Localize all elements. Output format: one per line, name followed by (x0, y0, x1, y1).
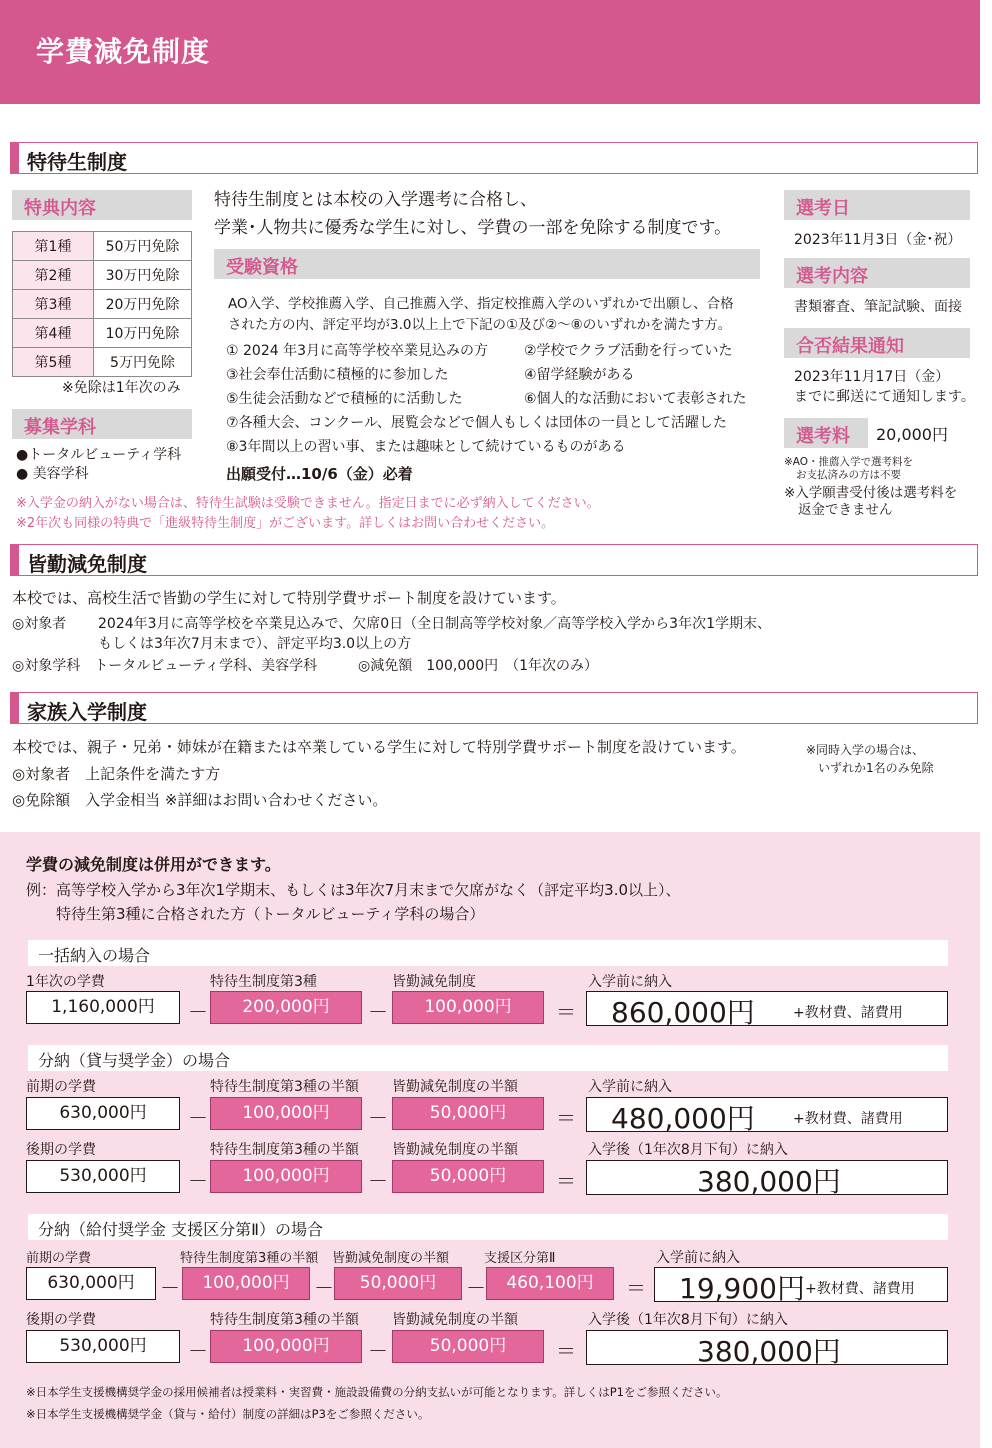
fee-note: ※AO・推薦入学で選考料を (784, 456, 914, 468)
rank-cell: 第1種 (13, 232, 94, 261)
equals-sign: ＝ (556, 1169, 576, 1193)
amount-cell: 30万円免除 (94, 261, 192, 290)
tuition-label: 前期の学費 (26, 1079, 96, 1095)
condition-item: ④留学経験がある (524, 367, 635, 383)
attendance-value: 50,000円 (392, 1330, 544, 1363)
page-banner (0, 0, 980, 104)
condition-item: ②学校でクラブ活動を行っていた (524, 343, 733, 359)
scholar-label: 特待生制度第3種の半額 (210, 1142, 359, 1158)
tuition-value: 1,160,000円 (26, 991, 180, 1024)
minus-sign: － (368, 1000, 388, 1024)
minus-sign: － (188, 1339, 208, 1363)
scholar-label: 特待生制度第3種の半額 (180, 1251, 319, 1266)
kazoku-target: ◎対象者 上記条件を満たす方 (12, 765, 221, 783)
amount-cell: 20万円免除 (94, 290, 192, 319)
tokutai-intro (214, 186, 731, 242)
scholar-label: 特待生制度第3種の半額 (210, 1079, 359, 1095)
rank-cell: 第2種 (13, 261, 94, 290)
equals-sign: ＝ (556, 1339, 576, 1363)
kazoku-note: ※同時入学の場合は、 (806, 743, 925, 757)
refund-note: ※入学願書受付後は選考料を (784, 485, 958, 501)
kaikin-target: もしくは3年次7月末まで）、評定平均3.0以上の方 (98, 636, 412, 652)
qualification-label: 受験資格 (226, 257, 298, 278)
fee-value: 20,000円 (876, 425, 948, 444)
section-header-kaikin (10, 544, 978, 576)
exam-content: 書類審査、筆記試験、面接 (794, 299, 962, 315)
table-row (13, 261, 192, 290)
benefits-table (12, 231, 192, 377)
support-label: 支援区分第Ⅱ (484, 1251, 556, 1266)
tuition-value: 630,000円 (26, 1097, 180, 1130)
tuition-value: 630,000円 (26, 1267, 156, 1300)
kazoku-note: いずれか1名のみ免除 (818, 761, 934, 775)
minus-sign: － (188, 1169, 208, 1193)
condition-item: ③社会奉仕活動に積極的に参加した (226, 367, 449, 383)
fee-label: 選考料 (796, 426, 850, 447)
condition-item: ⑥個人的な活動において表彰された (524, 391, 747, 407)
application-deadline: 出願受付…10/6（金）必着 (226, 465, 413, 483)
support-value: 460,100円 (486, 1267, 614, 1300)
condition-item: ① 2024 年3月に高等学校卒業見込みの方 (226, 343, 488, 359)
attendance-value: 50,000円 (334, 1267, 462, 1300)
rank-cell: 第3種 (13, 290, 94, 319)
section-title: 特待生制度 (27, 150, 127, 174)
kaikin-amount: ◎減免額 100,000円 （1年次のみ） (358, 658, 599, 674)
amount-cell: 5万円免除 (94, 348, 192, 377)
amount-cell: 50万円免除 (94, 232, 192, 261)
payment-box (586, 1160, 948, 1198)
tuition-value: 530,000円 (26, 1330, 180, 1363)
intro-line: 特待生制度とは本校の入学選考に合格し、 (214, 190, 537, 210)
exam-date-heading (784, 190, 970, 220)
benefits-label: 特典内容 (24, 198, 96, 219)
kazoku-intro: 本校では、親子・兄弟・姉妹が在籍または卒業している学生に対して特別学費サポート制度を設けています。 (12, 738, 746, 756)
refund-note: 返金できません (798, 502, 893, 518)
minus-sign: － (160, 1276, 180, 1300)
amount-cell: 10万円免除 (94, 319, 192, 348)
exam-content-label: 選考内容 (796, 266, 868, 287)
qualification-heading (214, 249, 760, 279)
payment-value: 19,900円 (679, 1272, 805, 1305)
tuition-label: 後期の学費 (26, 1142, 96, 1158)
footnote: ※日本学生支援機構奨学金（貸与・給付）制度の詳細はP3をご参照ください。 (26, 1407, 430, 1421)
tuition-label: 前期の学費 (26, 1251, 92, 1266)
payment-value: 380,000円 (697, 1335, 841, 1368)
payment-box (654, 1267, 948, 1305)
table-row (13, 232, 192, 261)
warning-note: ※2年次も同様の特典で「進級特待生制度」がございます。詳しくはお問い合わせください。 (16, 516, 555, 531)
section-title: 皆勤減免制度 (27, 552, 147, 576)
kaikin-target: 2024年3月に高等学校を卒業見込みで、欠席0日（全日制高等学校対象／高等学校入学から3年次1学期末、 (98, 616, 771, 632)
scholar-value: 200,000円 (210, 991, 362, 1024)
payment-value: 860,000円 (611, 996, 755, 1029)
attendance-value: 100,000円 (392, 991, 544, 1024)
grant-header (28, 1214, 948, 1240)
example-desc: 例：高等学校入学から3年次1学期末、もしくは3年次7月末まで欠席がなく（評定平均3.0以上）、 (26, 881, 681, 899)
payment-label: 入学前に納入 (656, 1250, 740, 1266)
section-accent-bar (11, 545, 19, 575)
attendance-label: 皆勤減免制度の半額 (392, 1312, 518, 1328)
kaikin-target-label: ◎対象者 (12, 616, 67, 632)
depts-label: 募集学科 (24, 417, 96, 438)
result-label: 合否結果通知 (796, 336, 904, 357)
payment-value: 480,000円 (611, 1102, 755, 1135)
payment-label: 入学後（1年次8月下旬）に納入 (588, 1142, 788, 1158)
tuition-label: 1年次の学費 (26, 974, 105, 990)
exam-content-heading (784, 258, 970, 288)
minus-sign: － (368, 1169, 388, 1193)
section-title: 家族入学制度 (27, 700, 147, 724)
kazoku-amount: ◎免除額 入学金相当 ※詳細はお問い合わせください。 (12, 791, 388, 809)
result-heading (784, 328, 970, 358)
minus-sign: － (368, 1339, 388, 1363)
extra-costs: +教材費、諸費用 (805, 1281, 915, 1297)
table-row (13, 319, 192, 348)
dept-item: ●トータルビューティ学科 (16, 447, 182, 463)
result-note: までに郵送にて通知します。 (794, 389, 975, 405)
example-desc: 特待生第3種に合格された方（トータルビューティ学科の場合） (56, 905, 485, 923)
table-row (13, 290, 192, 319)
scholar-value: 100,000円 (210, 1330, 362, 1363)
minus-sign: － (188, 1000, 208, 1024)
dept-item: ● 美容学科 (16, 466, 89, 482)
condition-item: ⑦各種大会、コンクール、展覧会などで個人もしくは団体の一員として活躍した (226, 415, 727, 431)
tuition-label: 後期の学費 (26, 1312, 96, 1328)
condition-item: ⑧3年間以上の習い事、または趣味として続けているものがある (226, 439, 626, 455)
exam-date: 2023年11月3日（金･祝） (794, 232, 962, 248)
section-header-kazoku (10, 692, 978, 724)
attendance-value: 50,000円 (392, 1160, 544, 1193)
loan-header (28, 1045, 948, 1071)
loan-title: 分納（貸与奨学金）の場合 (38, 1051, 231, 1070)
scholar-value: 100,000円 (182, 1267, 310, 1300)
depts-heading (12, 409, 192, 439)
condition-item: ⑤生徒会活動などで積極的に活動した (226, 391, 463, 407)
lump-sum-header (28, 940, 948, 966)
kaikin-dept: ◎対象学科 トータルビューティ学科、美容学科 (12, 658, 318, 674)
scholar-label: 特待生制度第3種 (210, 974, 317, 990)
scholar-value: 100,000円 (210, 1160, 362, 1193)
example-title: 学費の減免制度は併用ができます。 (26, 855, 281, 874)
minus-sign: － (188, 1106, 208, 1130)
tuition-value: 530,000円 (26, 1160, 180, 1193)
payment-box (586, 991, 948, 1029)
minus-sign: － (314, 1276, 334, 1300)
minus-sign: － (368, 1106, 388, 1130)
exam-date-label: 選考日 (796, 198, 850, 219)
footnote: ※日本学生支援機構奨学金の採用候補者は授業料・実習費・施設設備費の分納支払いが可能となります。詳しくはP1をご参照ください。 (26, 1385, 728, 1399)
rank-cell: 第5種 (13, 348, 94, 377)
payment-box (586, 1097, 948, 1135)
fee-heading (784, 418, 868, 448)
attendance-value: 50,000円 (392, 1097, 544, 1130)
rank-cell: 第4種 (13, 319, 94, 348)
payment-value: 380,000円 (697, 1165, 841, 1198)
payment-label: 入学後（1年次8月下旬）に納入 (588, 1312, 788, 1328)
grant-title: 分納（給付奨学金 支援区分第Ⅱ）の場合 (38, 1220, 323, 1239)
attendance-label: 皆勤減免制度の半額 (332, 1251, 450, 1266)
minus-sign: － (466, 1276, 486, 1300)
attendance-label: 皆勤減免制度の半額 (392, 1079, 518, 1095)
scholar-label: 特待生制度第3種の半額 (210, 1312, 359, 1328)
scholar-value: 100,000円 (210, 1097, 362, 1130)
result-date: 2023年11月17日（金） (794, 369, 950, 385)
extra-costs: +教材費、諸費用 (793, 1111, 903, 1127)
attendance-label: 皆勤減免制度の半額 (392, 1142, 518, 1158)
qualification-line: された方の内、評定平均が3.0以上上で下記の①及び②～⑧のいずれかを満たす方。 (228, 317, 732, 333)
equals-sign: ＝ (556, 1000, 576, 1024)
qualification-line: AO入学、学校推薦入学、自己推薦入学、指定校推薦入学のいずれかで出願し、合格 (228, 296, 734, 312)
payment-label: 入学前に納入 (588, 974, 672, 990)
page-title: 学費減免制度 (36, 35, 211, 68)
section-header-tokutai (10, 142, 978, 174)
section-accent-bar (11, 143, 19, 173)
warning-note: ※入学金の納入がない場合は、特待生試験は受験できません。指定日までに必ず納入してください。 (16, 496, 600, 511)
table-row (13, 348, 192, 377)
intro-line: 学業･人物共に優秀な学生に対し、学費の一部を免除する制度です。 (214, 218, 732, 238)
lump-sum-title: 一括納入の場合 (38, 946, 151, 965)
attendance-label: 皆勤減免制度 (392, 974, 476, 990)
section-accent-bar (11, 693, 19, 723)
equals-sign: ＝ (556, 1106, 576, 1130)
payment-label: 入学前に納入 (588, 1079, 672, 1095)
benefits-heading (12, 190, 192, 220)
fee-note: お支払済みの方は不要 (796, 469, 901, 481)
payment-box (586, 1330, 948, 1368)
equals-sign: ＝ (626, 1276, 646, 1300)
kaikin-intro: 本校では、高校生活で皆勤の学生に対して特別学費サポート制度を設けています。 (12, 589, 566, 607)
extra-costs: +教材費、諸費用 (793, 1005, 903, 1021)
benefits-note: ※免除は1年次のみ (62, 380, 181, 396)
